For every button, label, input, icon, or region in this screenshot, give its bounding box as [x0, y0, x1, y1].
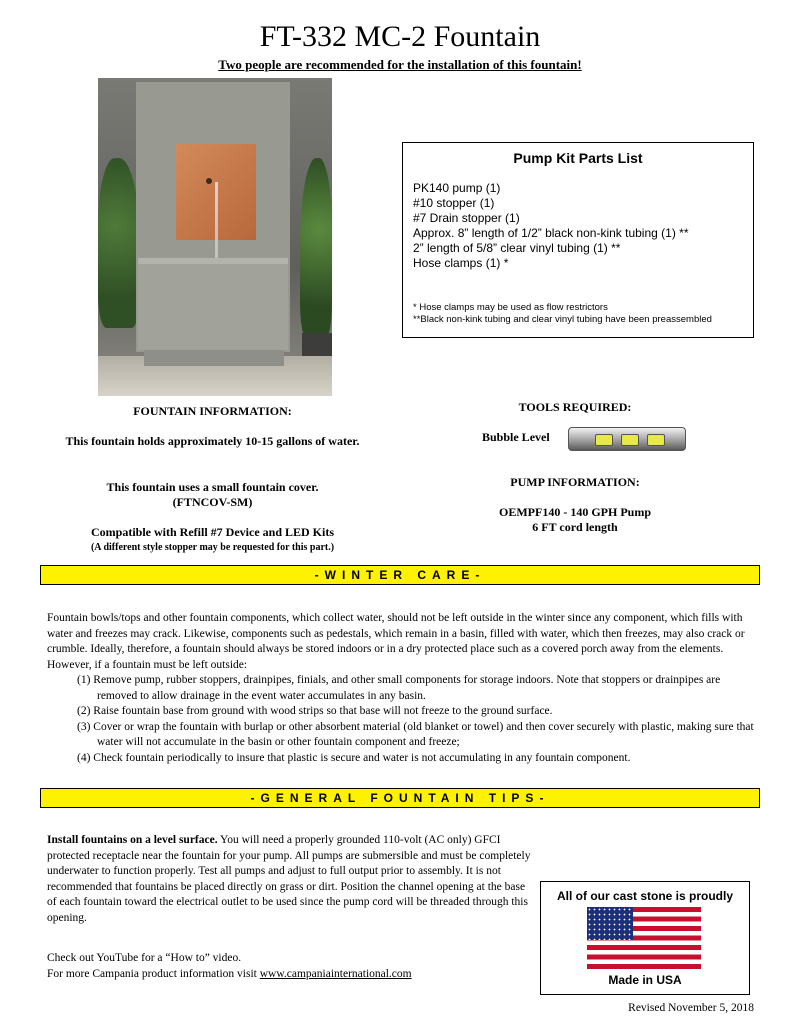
flag-canton — [587, 907, 633, 940]
usa-bottom-text: Made in USA — [608, 973, 682, 987]
pump-kit-notes — [413, 302, 712, 326]
usa-top-text: All of our cast stone is proudly — [556, 889, 734, 903]
youtube-text: Check out YouTube for a “How to” video. — [47, 952, 242, 964]
more-info-prefix: For more Campania product information visit — [47, 967, 260, 980]
winter-intro: Fountain bowls/tops and other fountain components, which collect water, should not be left outside in the winter since any component, which fills with water and freezes may crack. Likewise, components such as pedestals, which remain in a basin, filled with water, which then freezes, may also crack or crumble. Ideally, therefore, a fountain should always be stored indoors or in a dry protected place such as a covered porch away from the elements. However, if a fountain must be left outside: — [47, 612, 745, 671]
cover-code: (FTNCOV-SM) — [172, 495, 253, 509]
list-item: (2) Raise fountain base from ground with wood strips so that base will not freeze to the ground surface. — [77, 705, 553, 718]
winter-care-banner: -WINTER CARE- — [40, 565, 760, 585]
level-vial — [595, 434, 613, 446]
fountain-capacity: This fountain holds approximately 10-15 gallons of water. — [65, 434, 360, 448]
water-stream — [215, 182, 218, 262]
fountain-base — [144, 350, 284, 366]
photo-plant-right — [300, 158, 332, 338]
tools-heading: TOOLS REQUIRED: — [518, 400, 632, 414]
list-item: #10 stopper (1) — [413, 196, 495, 210]
fountain-compat — [60, 525, 365, 555]
list-item: PK140 pump (1) — [413, 181, 501, 195]
compat-text: Compatible with Refill #7 Device and LED Kits — [91, 525, 334, 539]
level-vial — [647, 434, 665, 446]
photo-plant-left — [98, 158, 140, 328]
fountain-basin — [138, 258, 288, 350]
list-item: Hose clamps (1) * — [413, 256, 509, 270]
fountain-cover — [60, 480, 365, 510]
list-item: (3) Cover or wrap the fountain with burlap or other absorbent material (old blanket or towel) and then cover securely with plastic, making sure that water will not accumulate in the basin or other fountain component and freeze; — [77, 720, 754, 749]
fountain-info-heading: FOUNTAIN INFORMATION: — [133, 404, 292, 418]
fountain-spout — [206, 178, 212, 184]
note: **Black non-kink tubing and clear vinyl tubing have been preassembled — [413, 314, 712, 325]
website-link[interactable]: www.campaniainternational.com — [259, 967, 412, 980]
pump-info-heading: PUMP INFORMATION: — [510, 475, 640, 489]
fountain-tips-banner: -GENERAL FOUNTAIN TIPS- — [40, 788, 760, 808]
page-title: FT-332 MC-2 Fountain — [259, 20, 541, 53]
fountain-photo — [98, 78, 332, 396]
list-item: #7 Drain stopper (1) — [413, 211, 520, 225]
bubble-level-icon — [568, 427, 686, 451]
compat-note: (A different style stopper may be requested for this part.) — [90, 542, 335, 553]
revision-date: Revised November 5, 2018 — [628, 1002, 754, 1014]
footer-info — [47, 951, 412, 982]
list-item: Approx. 8” length of 1/2” black non-kink tubing (1) ** — [413, 226, 689, 240]
more-info — [47, 967, 412, 983]
winter-steps — [77, 673, 757, 767]
pump-kit-title: Pump Kit Parts List — [513, 150, 643, 166]
note: * Hose clamps may be used as flow restrictors — [413, 302, 608, 313]
us-flag-icon — [587, 907, 701, 969]
pump-cord: 6 FT cord length — [532, 520, 618, 534]
tips-text — [47, 833, 537, 927]
pump-model: OEMPF140 - 140 GPH Pump — [499, 505, 651, 519]
cover-text: This fountain uses a small fountain cover. — [106, 480, 319, 494]
pump-kit-box — [402, 142, 754, 338]
level-vial — [621, 434, 639, 446]
made-in-usa-box — [540, 881, 750, 995]
list-item: (4) Check fountain periodically to insure that plastic is secure and water is not accumulating in any fountain component. — [77, 751, 631, 764]
tool-item: Bubble Level — [482, 430, 550, 444]
list-item: 2” length of 5/8” clear vinyl tubing (1) ** — [413, 241, 621, 255]
install-warning: Two people are recommended for the installation of this fountain! — [218, 57, 582, 72]
tips-lead: Install fountains on a level surface. — [47, 834, 218, 846]
tips-body: You will need a properly grounded 110-volt (AC only) GFCI protected receptacle near the fountain for your pump. All pumps are submersible and must be completely underwater to function properly. Test all pumps and adjust to full output prior to assembly. It is not recommended that fountains be placed directly on grass or dirt. Position the channel opening at the base of each fountain toward the electrical outlet to be used since the pump cord will be threaded through this opening. — [47, 834, 531, 924]
list-item: (1) Remove pump, rubber stoppers, drainpipes, finials, and other small components for storage indoors. Note that stoppers or drainpipes are removed to allow drainage in the event water accumulates in any basin. — [77, 674, 721, 702]
pump-kit-list — [413, 181, 688, 271]
